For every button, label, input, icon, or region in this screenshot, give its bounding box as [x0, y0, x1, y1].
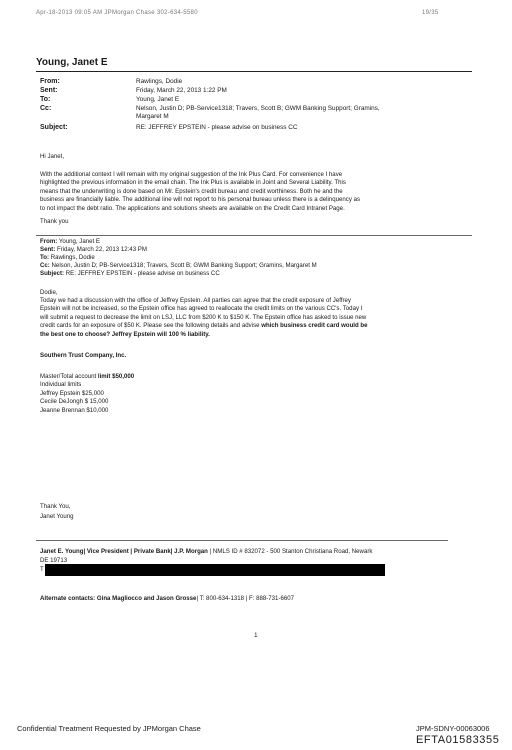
- email2-paragraph: [40, 297, 368, 339]
- email2-cc-label: Cc:: [40, 262, 50, 269]
- signature-name-title: Janet E. Young| Vice President | Private Bank| J.P. Morgan: [40, 548, 208, 555]
- email1-para-line: business are financially liable. The additional line will not report to his personal bureau unless there is a delinquency as: [40, 196, 360, 204]
- limit-line: Individual limits: [40, 381, 82, 389]
- email1-cc-line2: Margaret M: [136, 113, 169, 120]
- email2-para-line-text: credit cards for an exposure of $50 K. Please see the following details and advise: [40, 322, 262, 330]
- email1-para-line: highlighted the previous information in the email chain. The Ink Plus is available in Joint and Several Liability. This: [40, 179, 346, 187]
- limit-line: Jeanne Brennan $10,000: [40, 406, 109, 414]
- email1-para-line: means that the underwriting is done based on Mr. Epstein's credit bureau and credit worthiness. Both he and the: [40, 187, 343, 195]
- email1-sent: Friday, March 22, 2013 1:22 PM: [136, 87, 227, 94]
- document-title: Young, Janet E: [36, 57, 108, 68]
- email1-to: Young, Janet E: [136, 96, 180, 103]
- redaction-bar: [45, 564, 385, 576]
- email2-para-line: Epstein will not be increased, so the Epstein office has agreed to reallocate the credit limits on the various CC's. Today I: [40, 305, 363, 313]
- signature-line2: DE 19713: [40, 557, 68, 564]
- email2-from-line: [40, 238, 100, 246]
- email1-paragraph: [40, 171, 360, 213]
- email2-subject: RE: JEFFREY EPSTEIN - please advise on business CC: [65, 270, 220, 277]
- master-limit-line: [40, 373, 134, 381]
- email2-para-line: will submit a request to decrease the limit on LSJ, LLC from $200 K to $150 K. The Epstein office has asked to issue new: [40, 313, 367, 321]
- email1-para-line: With the additional context I will remain with my original suggestion of the Ink Plus Card. For convenience I have: [40, 171, 343, 178]
- email2-from-label: From:: [40, 238, 58, 245]
- page-number: 1: [254, 632, 258, 639]
- master-limit-value: limit $50,000: [97, 373, 135, 380]
- email2-cc: Nelson, Justin D; PB-Service1318; Travers, Scott B; GWM Banking Support; Gramins, Margaret M: [51, 262, 317, 269]
- fax-header-left: Apr-18-2013 09:05 AM JPMorgan Chase 302-634-5580: [36, 10, 198, 16]
- email2-sent: Friday, March 22, 2013 12:43 PM: [56, 246, 147, 253]
- fax-page-count: 19/35: [422, 10, 439, 16]
- limit-line: Jeffrey Epstein $25,000: [40, 389, 104, 397]
- signature-nmls: | NMLS ID # 832072 - 500 Stanton Christiana Road, Newark: [207, 548, 373, 555]
- signoff: Janet Young: [40, 513, 74, 520]
- email1-para-line: to not impact the debt ratio. The applications and solutions sheets are available on the Credit Card Intranet Page.: [40, 204, 345, 212]
- footer-confidential: Confidential Treatment Requested by JPMorgan Chase: [17, 724, 201, 733]
- email1-greeting: Hi Janet,: [40, 153, 65, 160]
- credit-limits-block: [40, 373, 134, 415]
- alternate-contacts: [40, 595, 294, 603]
- signature-line3: T: [40, 566, 44, 573]
- email2-para-bold-last: the best one to choose? Jeffrey Epstein will 100 % liability.: [40, 330, 210, 338]
- email2-to-label: To:: [40, 254, 50, 261]
- title-rule: [36, 71, 472, 72]
- email1-sent-label: Sent:: [40, 87, 58, 94]
- email1-from: Rawlings, Dodie: [136, 78, 183, 85]
- email-separator: [36, 235, 472, 236]
- email2-para-bold-tail: which business credit card would be: [261, 322, 368, 330]
- limit-line: Cecile DeJongh $ 15,000: [40, 398, 109, 406]
- email2-subject-line: [40, 270, 220, 278]
- thanks: Thank You,: [40, 503, 71, 510]
- email2-subject-label: Subject:: [40, 270, 65, 277]
- email1-closing: Thank you: [40, 218, 69, 225]
- alternate-contacts-phones: | T: 800-634-1318 | F: 888-731-6607: [196, 595, 295, 602]
- email2-para-line: Today we had a discussion with the office of Jeffrey Epstein. All parties can agree that the credit exposure of Jeffrey: [40, 297, 351, 304]
- master-limit-prefix: Master/Total account: [40, 373, 98, 380]
- email1-subject: RE: JEFFREY EPSTEIN - please advise on business CC: [136, 124, 298, 131]
- email2-cc-line: [40, 262, 317, 270]
- email2-from: Young, Janet E: [58, 238, 100, 245]
- email1-cc-label: Cc:: [40, 105, 52, 112]
- email2-sent-line: [40, 246, 147, 254]
- footer-doc-id: JPM-SDNY-00063006: [416, 724, 490, 733]
- email1-to-label: To:: [40, 96, 51, 103]
- email2-to-line: [40, 254, 95, 262]
- email2-sent-label: Sent:: [40, 246, 56, 253]
- email1-cc-line1: Nelson, Justin D; PB-Service1318; Travers, Scott B; GWM Banking Support; Gramins,: [136, 105, 380, 112]
- email2-para-line: [40, 322, 368, 330]
- bates-number: EFTA01583355: [416, 734, 500, 746]
- email2-to: Rawlings, Dodie: [50, 254, 95, 261]
- email1-from-label: From:: [40, 78, 60, 85]
- signature-rule: [36, 540, 448, 541]
- signature-line1: [40, 548, 372, 556]
- alternate-contacts-label: Alternate contacts: Gina Magliocco and Jason Grosse: [40, 595, 197, 602]
- email1-subject-label: Subject:: [40, 124, 68, 131]
- email2-greeting: Dodie,: [40, 289, 58, 296]
- company-name: Southern Trust Company, Inc.: [40, 352, 127, 359]
